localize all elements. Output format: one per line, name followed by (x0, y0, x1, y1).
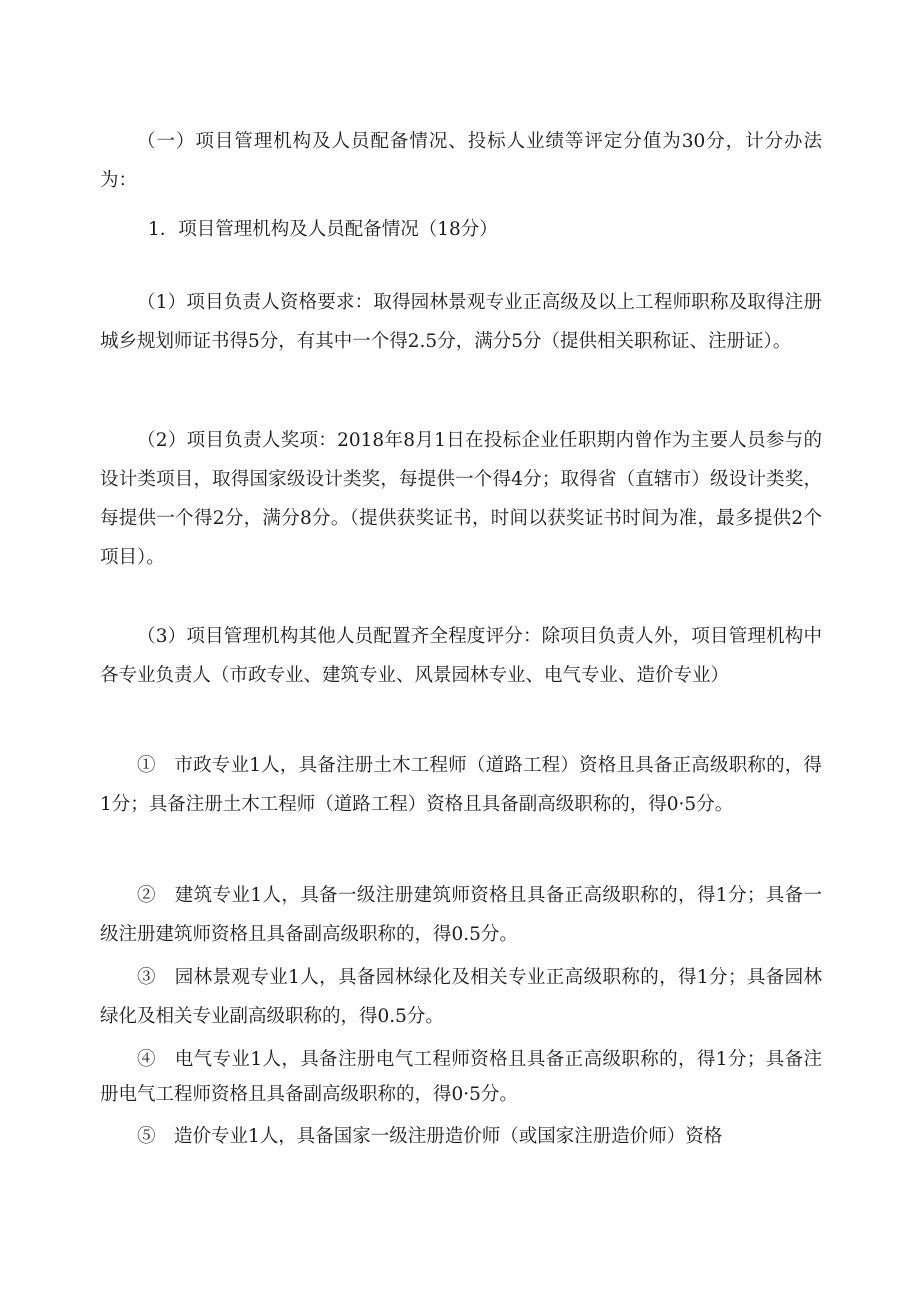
section-heading-staffing: 1．项目管理机构及人员配备情况（18分） (148, 219, 498, 240)
subitem-architecture: ② 建筑专业1人，具备一级注册建筑师资格且具备正高级职称的，得1分；具备一级注册建筑师资格且具备副高级职称的，得0.5分。 (100, 885, 822, 945)
subitem-cost: ⑤ 造价专业1人，具备国家一级注册造价师（或国家注册造价师）资格 (137, 1126, 723, 1147)
item-other-staff-completeness: （3）项目管理机构其他人员配置齐全程度评分：除项目负责人外，项目管理机构中各专业负责人（市政专业、建筑专业、风景园林专业、电气专业、造价专业） (100, 626, 822, 686)
item-project-leader-awards: （2）项目负责人奖项：2018年8月1日在投标企业任职期内曾作为主要人员参与的设计类项目，取得国家级设计类奖，每提供一个得4分；取得省（直辖市）级设计类奖，每提供一个得2分，满分8分。（提供获奖证书，时间以获奖证书时间为准，最多提供2个项目）。 (100, 430, 822, 568)
subitem-electrical: ④ 电气专业1人，具备注册电气工程师资格且具备正高级职称的，得1分；具备注册电气工程师资格且具备副高级职称的，得0·5分。 (100, 1049, 822, 1105)
subitem-landscape: ③ 园林景观专业1人，具备园林绿化及相关专业正高级职称的，得1分；具备园林绿化及相关专业副高级职称的，得0.5分。 (100, 967, 822, 1027)
item-project-leader-qualification: （1）项目负责人资格要求：取得园林景观专业正高级及以上工程师职称及取得注册城乡规划师证书得5分，有其中一个得2.5分，满分5分（提供相关职称证、注册证）。 (100, 292, 822, 352)
subitem-municipal: ① 市政专业1人，具备注册土木工程师（道路工程）资格且具备正高级职称的，得1分；具备注册土木工程师（道路工程）资格且具备副高级职称的，得0·5分。 (100, 755, 822, 815)
scoring-intro-paragraph: （一）项目管理机构及人员配备情况、投标人业绩等评定分值为30分，计分办法为： (100, 131, 822, 191)
